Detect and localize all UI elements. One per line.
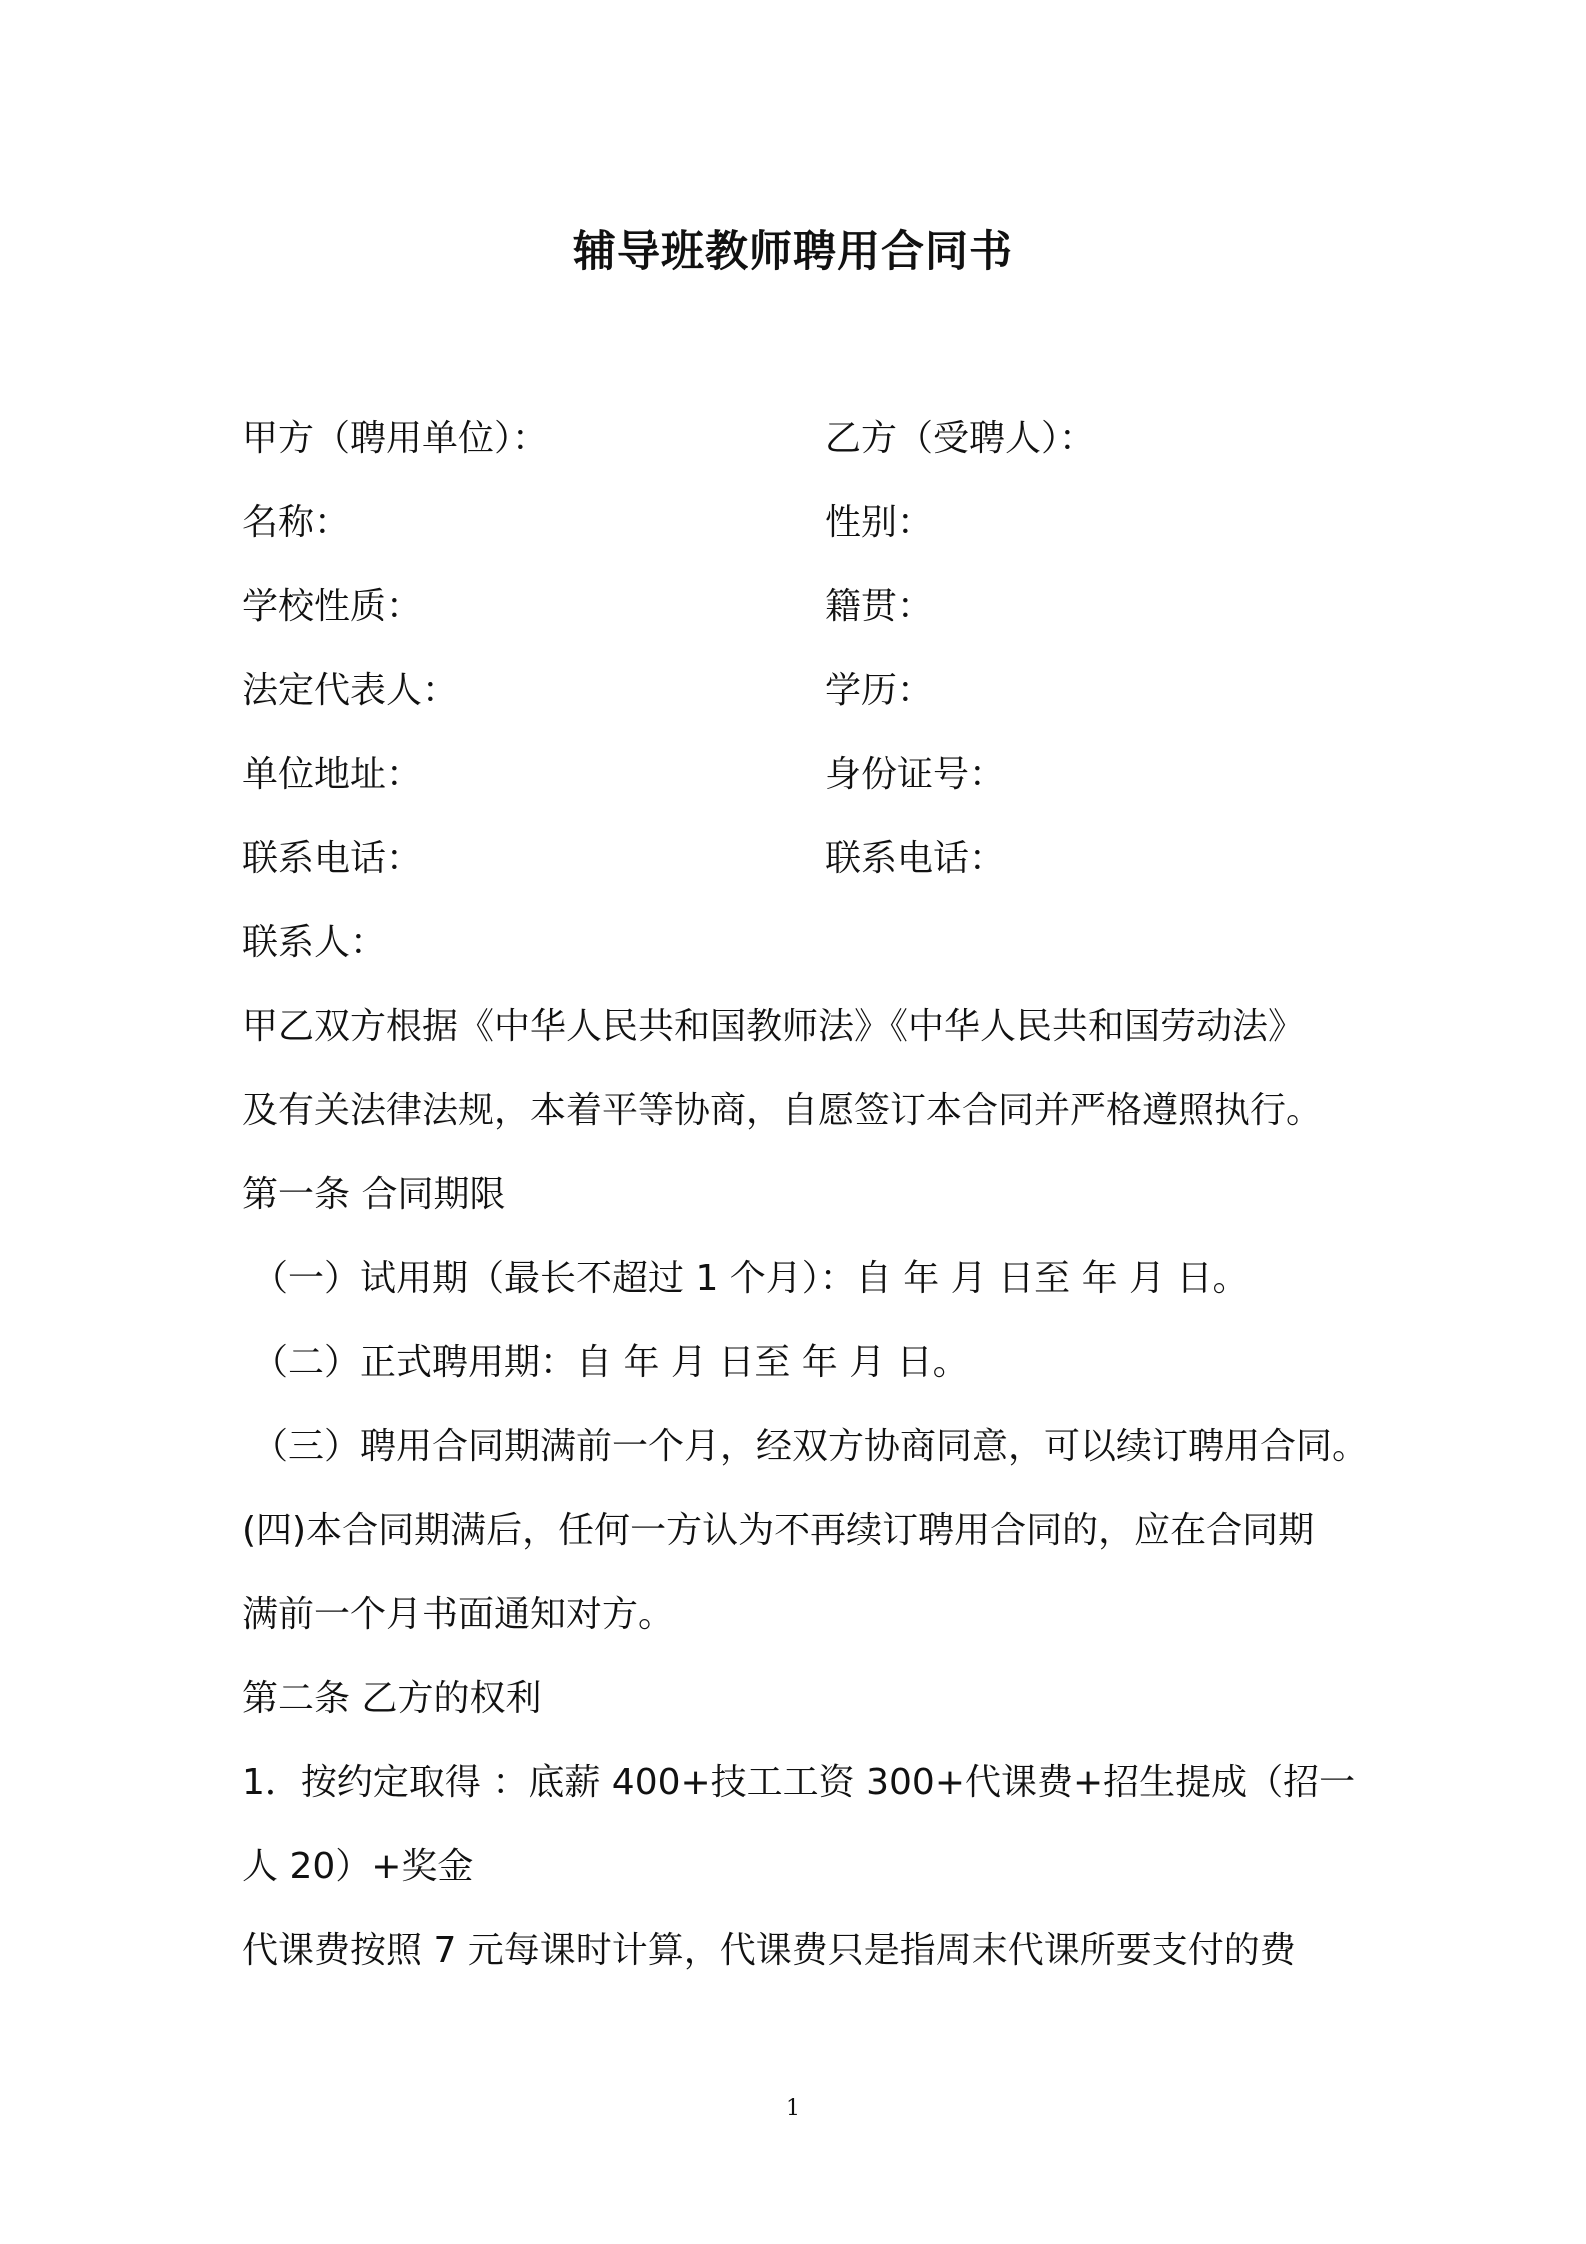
article-heading: 第二条 乙方的权利	[242, 1678, 542, 1719]
contract-clause: (四)本合同期满后，任何一方认为不再续订聘用合同的，应在合同期	[242, 1510, 1315, 1551]
education-field-label: 学历：	[825, 670, 934, 711]
legal-representative-field-label: 法定代表人：	[242, 670, 459, 711]
rights-item-continuation: 人 20）+奖金	[242, 1846, 474, 1887]
id-number-field-label: 身份证号：	[825, 754, 1006, 795]
contract-paragraph: 代课费按照 7 元每课时计算，代课费只是指周末代课所要支付的费	[242, 1930, 1296, 1971]
native-place-field-label: 籍贯：	[825, 586, 934, 627]
address-field-label: 单位地址：	[242, 754, 423, 795]
rights-item: 1．按约定取得 ：底薪 400+技工工资 300+代课费+招生提成（招一	[242, 1762, 1356, 1803]
party-a-label: 甲方（聘用单位）：	[242, 418, 549, 459]
contract-paragraph: 甲乙双方根据《中华人民共和国教师法》《中华人民共和国劳动法》	[242, 1006, 1305, 1047]
party-b-label: 乙方（受聘人）：	[825, 418, 1096, 459]
contract-paragraph: 及有关法律法规，本着平等协商，自愿签订本合同并严格遵照执行。	[242, 1090, 1323, 1131]
contract-clause-continuation: 满前一个月书面通知对方。	[242, 1594, 675, 1635]
party-a-phone-field-label: 联系电话：	[242, 838, 423, 879]
article-heading: 第一条 合同期限	[242, 1174, 506, 1215]
contract-clause: （三）聘用合同期满前一个月，经双方协商同意，可以续订聘用合同。	[252, 1426, 1369, 1467]
gender-field-label: 性别：	[825, 502, 934, 543]
contract-clause: （二）正式聘用期：自 年 月 日至 年 月 日。	[252, 1342, 969, 1383]
party-b-phone-field-label: 联系电话：	[825, 838, 1006, 879]
document-title: 辅导班教师聘用合同书	[573, 227, 1013, 277]
school-type-field-label: 学校性质：	[242, 586, 423, 627]
name-field-label: 名称：	[242, 502, 351, 543]
contact-person-field-label: 联系人：	[242, 922, 387, 963]
page-number: 1	[786, 2096, 800, 2121]
contract-clause: （一）试用期（最长不超过 1 个月）：自 年 月 日至 年 月 日。	[252, 1258, 1249, 1299]
